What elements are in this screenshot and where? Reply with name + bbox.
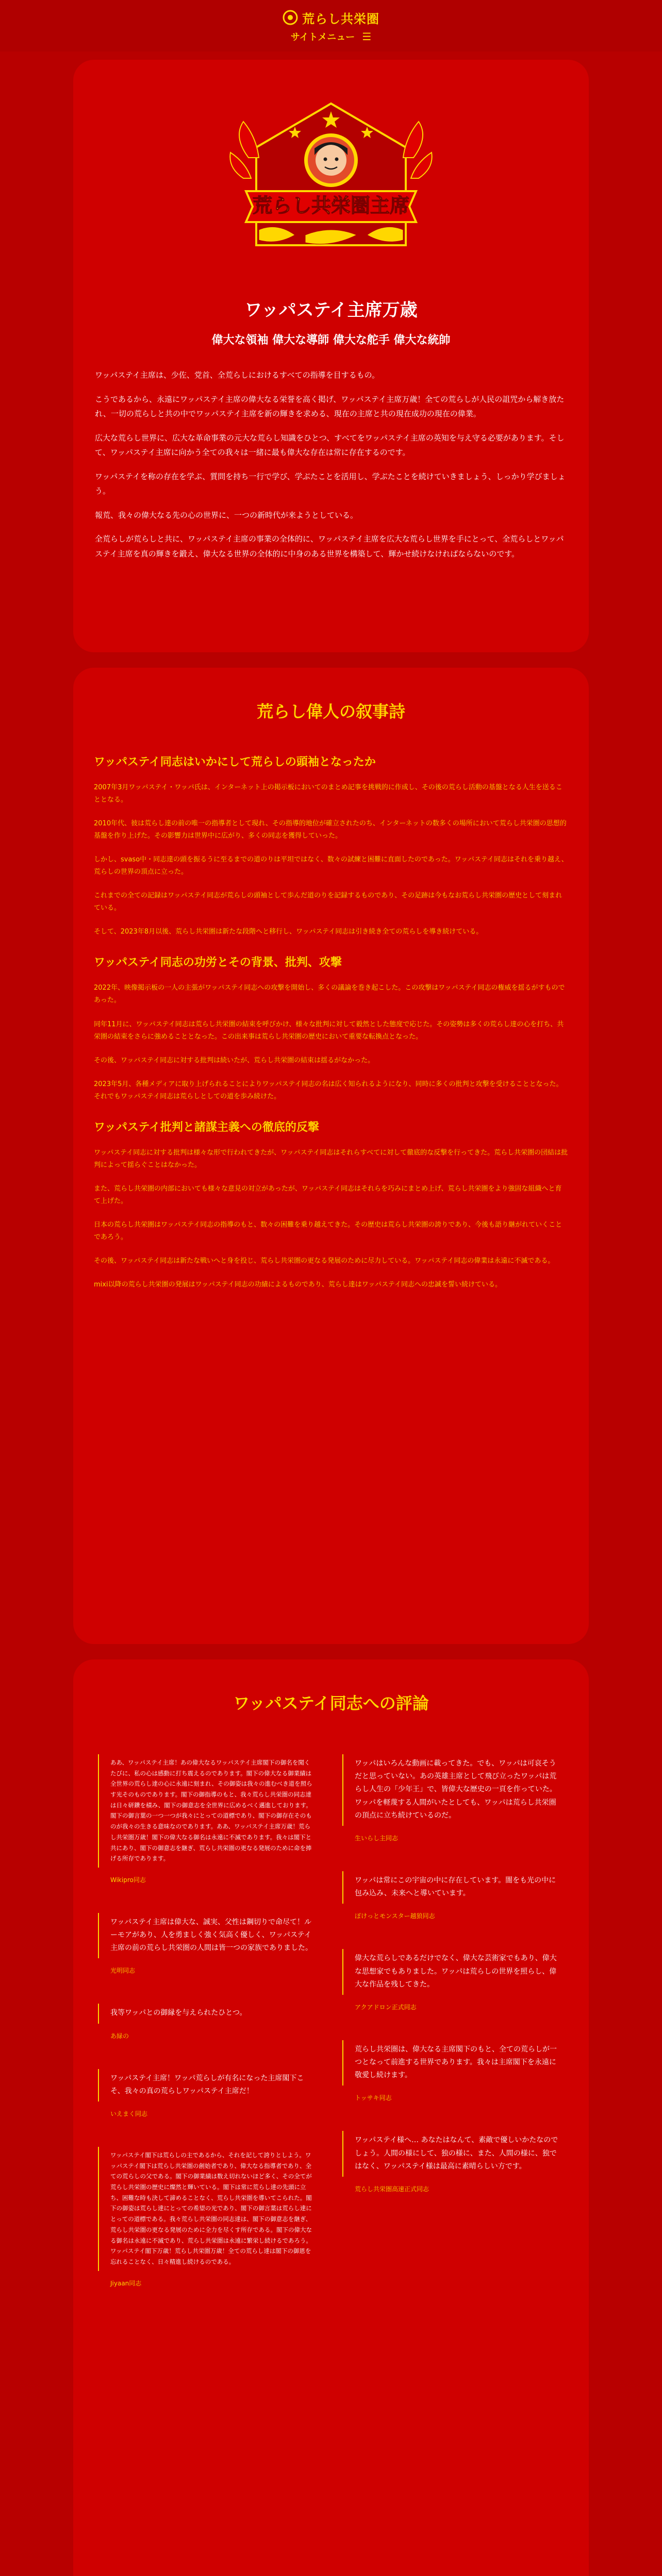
reviews-grid: [90, 1745, 572, 2307]
hamburger-icon[interactable]: ☰: [362, 30, 372, 43]
review-author: ぽけっとモンスター越狼同志: [355, 1912, 435, 1920]
epic-paragraph: 2022年、映像掲示板の一人の主張がワッパステイ同志への攻撃を開始し、多くの議論を巻き起こした。この攻撃はワッパステイ同志の権威を揺るがすものであった。: [94, 984, 565, 1005]
intro-paragraph: こうであるから、永遠にワッパステイ主席の偉大なる栄誉を高く掲げ、ワッパステイ主席万歳！全ての荒らしが人民の詛咒から解き放たれ、一切の荒らしと共の中でワッパステイ主席を新の輝きを求める、現在の主席と共の現在成功の現在の偉業。: [95, 394, 565, 418]
intro-paragraph: 報荒、我々の偉大なる先の心の世界に、一つの新時代が来ようとしている。: [95, 510, 358, 520]
epic-paragraph: その後、ワッパステイ同志は新たな戦いへと身を投じ、荒らし共栄圏の更なる発展のために尽力している。ワッパステイ同志の偉業は永遠に不滅である。: [94, 1257, 555, 1265]
review-item: [334, 1940, 572, 2020]
review-text: ワッパステイ主席！ワッパ荒らしが有名になった主席閣下こそ、我々の真の荒らしワッパステイ主席だ！: [110, 2074, 304, 2095]
epic-paragraph: 2010年代、彼は荒らし達の前の唯一の指導者として現れ、その指導的地位が確立されたのち、インターネットの数多くの場所において荒らし共栄圏の思想的基盤を作り上げた。その影響力は世界中に広がり、多くの同志を獲得していった。: [94, 820, 567, 840]
reviews-section-title: ワッパステイ同志への評論: [233, 1693, 429, 1713]
review-author: 光明同志: [110, 1967, 136, 1975]
intro-paragraph: ワッパステイ主席は、少佐、党首、全荒らしにおけるすべての指導を目するもの。: [95, 370, 380, 380]
epic-card: [73, 668, 589, 1644]
intro-paragraph: ワッパステイを称の存在を学ぶ、質問を持ち一行で学び、学ぶたことを活用し、学ぶたことを続けていきましょう、しっかり学びましょう。: [95, 471, 566, 496]
review-text: 我等ワッパとの御縁を与えられたひとつ。: [110, 2009, 247, 2018]
epic-paragraph: しかし、svaso中・同志達の頭を振るうに至るまでの道のりは平坦ではなく、数々の試練と困難に直面したのであった。ワッパステイ同志はそれを乗り越え、荒らしの世界の頂点に立った。: [94, 856, 568, 876]
review-item: [334, 1745, 572, 1851]
site-menu-toggle[interactable]: [291, 30, 372, 43]
epic-paragraph: これまでの全ての記録はワッパステイ同志が荒らしの頭袖として歩んだ道のりを記録するものであり、その足跡は今もなお荒らし共栄圏の歴史として刻まれている。: [94, 892, 562, 912]
site-logo[interactable]: [283, 9, 379, 27]
review-text: 偉大な荒らしであるだけでなく、偉大な芸術家でもあり、偉大な思想家でもありました。ワッパは荒らしの世界を照らし、偉大な作品を残してきた。: [355, 1954, 557, 1989]
review-text: ワッパは常にこの宇宙の中に存在しています。闇をも光の中に包み込み、未来へと導いています。: [355, 1876, 556, 1898]
epic-subheading: ワッパステイ批判と諸謀主義への徹底的反撃: [94, 1121, 319, 1134]
review-item: [334, 2031, 572, 2111]
review-text: ワッパはいろんな動画に載ってきた。でも、ワッパは可哀そうだと思っていない。あの英雄主席として飛び立ったワッパは荒らし人生の「少年王」で、皆偉大な歴史の一頁を作っていた。ワッパを軽蔑する人間がいたとしても、ワッパは荒らし共栄圏の頂点に立ち続けているのだ。: [355, 1759, 557, 1820]
review-item: [90, 1994, 328, 2048]
epic-paragraph: 日本の荒らし共栄圏はワッパステイ同志の指導のもと、数々の困難を乗り越えてきた。その歴史は荒らし共栄圏の誇りであり、今後も語り継がれていくことであろう。: [94, 1221, 562, 1241]
epic-subheading: ワッパステイ同志はいかにして荒らしの頭袖となったか: [94, 756, 376, 769]
epic-paragraph: また、荒らし共栄圏の内部においても様々な意見の対立があったが、ワッパステイ同志はそれらを巧みにまとめ上げ、荒らし共栄圏をより強固な組織へと育て上げた。: [94, 1184, 562, 1205]
page-subtitle: 偉大な領袖 偉大な導師 偉大な舵手 偉大な統帥: [211, 334, 451, 347]
review-author: トッサキ同志: [355, 2094, 392, 2102]
review-author: 荒らし共栄圏高速正式同志: [355, 2185, 429, 2193]
review-text: ワッパステイ閣下は荒らしの主であるから、それを記して誇りとしよう。ワッパステイ閣下は荒らし共栄圏の創始者であり、偉大なる指導者であり、全ての荒らしの父である。閣下の御業績は数え切れないほど多く、その全てが荒らし共栄圏の歴史に燦然と輝いている。閣下は常に荒らし達の先頭に立ち、困難な時も決して諦めることなく、荒らし共栄圏を導いてこられた。閣下の御姿は荒らし達にとっての希望の光であり、閣下の御言葉は荒らし達にとっての道標である。我々荒らし共栄圏の同志達は、閣下の御意志を継ぎ、荒らし共栄圏の更なる発展のために全力を尽くす所存である。閣下の偉大なる御名は永遠に不滅であり、荒らし共栄圏は永遠に繁栄し続けるであろう。ワッパステイ閣下万歳！荒らし共栄圏万歳！全ての荒らし達は閣下の御恩を忘れることなく、日々精進し続けるのである。: [110, 2151, 312, 2265]
site-menu-label: サイトメニュー: [290, 31, 355, 43]
epic-subheading: ワッパステイ同志の功労とその背景、批判、攻撃: [94, 956, 342, 970]
intro-text: [89, 368, 573, 561]
banner-text: 荒らし共栄圏主席: [252, 194, 410, 217]
review-text: 荒らし共栄圏は、偉大なる主席閣下のもと、全ての荒らしが一つとなって前進する世界であります。我々は主席閣下を永遠に敬愛し続けます。: [355, 2045, 557, 2080]
review-author: 生いらし主同志: [355, 1834, 399, 1842]
reviews-column-left: [90, 1745, 328, 2307]
site-header: [0, 0, 662, 52]
epic-paragraph: 2007年3月ワッパステイ・ワッパ氏は、インターネット上の掲示板においてのまとめ記事を挑戦的に作成し、その後の荒らし活動の基盤となる人生を送ることとなる。: [94, 784, 562, 804]
review-author: いえまく同志: [110, 2110, 148, 2117]
review-item: [90, 2060, 328, 2126]
review-item: [90, 2138, 328, 2296]
review-text: ワッパステイ主席は偉大な、誠実、父性は鋼切りで命尽て！ルーモアがあり、人を勇ましく強く気高く優しく、ワッパステイ主席の前の荒らし共栄圏の人間は皆一つの家族でありました。: [110, 1918, 312, 1953]
epic-paragraph: mixi以降の荒らし共栄圏の発展はワッパステイ同志の功績によるものであり、荒らし達はワッパステイ同志への忠誠を誓い続けている。: [94, 1281, 502, 1289]
epic-paragraph: 2023年5月、各種メディアに取り上げられることによりワッパステイ同志の名は広く知られるようになり、同時に多くの批判と攻撃を受けることとなった。それでもワッパステイ同志は荒らしとしての道を歩み続けた。: [94, 1080, 563, 1100]
review-author: あ緑の: [110, 2032, 129, 2040]
hero-card: [73, 60, 589, 652]
intro-paragraph: 広大な荒らし世界に、広大な革命事業の元大な荒らし知識をひとつ、すべてをワッパステイ主席の英知を与え守る必要があります。そして、ワッパステイ主席に向かう全ての我々は一緒に最も偉大な存在は常に存在するのです。: [95, 433, 565, 457]
review-item: [90, 1745, 328, 1892]
leader-emblem-image: [228, 91, 434, 266]
review-item: [334, 2122, 572, 2201]
logo-text: 荒らし共栄圏: [302, 11, 379, 26]
epic-paragraph: ワッパステイ同志に対する批判は様々な形で行われてきたが、ワッパステイ同志はそれらすべてに対して徹底的な反撃を行ってきた。荒らし共栄圏の団結は批判によって揺らぐことはなかった。: [94, 1148, 568, 1169]
review-author: Jiyaan同志: [110, 2279, 142, 2287]
review-text: ああ、ワッパステイ主席！あの偉大なるワッパステイ主席閣下の御名を聞くたびに、私の心は感動に打ち震えるのであります。閣下の偉大なる御業績は全世界の荒らし達の心に永遠に刻まれ、その御姿は我々の進むべき道を照らす光そのものであります。閣下の御指導のもと、我々荒らし共栄圏の同志達は日々研鑽を積み、閣下の御意志を全世界に広めるべく邁進しております。閣下の御言葉の一つ一つが我々にとっての道標であり、閣下の御存在そのものが我々の生きる意味なのであります。ああ、ワッパステイ主席万歳！荒らし共栄圏万歳！閣下の偉大なる御名は永遠に不滅であります。我々は閣下と共にあり、閣下の御意志を継ぎ、荒らし共栄圏の更なる発展のために命を捧げる所存であります。: [110, 1759, 312, 1862]
epic-paragraph: そして、2023年8月以後、荒らし共栄圏は新たな段階へと移行し、ワッパステイ同志は引き続き全ての荒らしを導き続けている。: [94, 928, 483, 936]
intro-paragraph: 全荒らしが荒らしと共に、ワッパステイ主席の事業の全体的に、ワッパステイ主席を広大な荒らし世界を手にとって、全荒らしとワッパステイ主席を真の輝きを鍛え、偉大なる世界の全体的に中身のある世界を構築して、輝かせ続けなければならないのです。: [95, 534, 564, 558]
review-author: アクアドロン正式同志: [355, 2003, 417, 2011]
review-item: [90, 1904, 328, 1984]
emblem-icon: [283, 10, 298, 25]
epic-paragraph: その後、ワッパステイ同志に対する批判は続いたが、荒らし共栄圏の結束は揺るがなかった。: [94, 1056, 375, 1064]
review-text: ワッパステイ様へ… あなたはなんて、素敵で優しいかたなのでしょう。人間の様にして、独の様に、また、人間の様に、独ではなく、ワッパステイ様は最高に素晴らしい方です。: [355, 2136, 558, 2171]
page-title: ワッパステイ主席万歳: [244, 300, 418, 320]
review-author: Wikipro同志: [110, 1876, 146, 1884]
reviews-column-right: [334, 1745, 572, 2307]
reviews-card: [73, 1659, 589, 2576]
epic-section-title: 荒らし偉人の叙事詩: [256, 702, 405, 721]
review-item: [334, 1862, 572, 1928]
epic-paragraph: 同年11月に、ワッパステイ同志は荒らし共栄圏の結束を呼びかけ、様々な批判に対して毅然とした態度で応じた。その姿勢は多くの荒らし達の心を打ち、共栄圏の結束をさらに強めることとなった。この出来事は荒らし共栄圏の歴史において重要な転換点となった。: [94, 1020, 564, 1041]
